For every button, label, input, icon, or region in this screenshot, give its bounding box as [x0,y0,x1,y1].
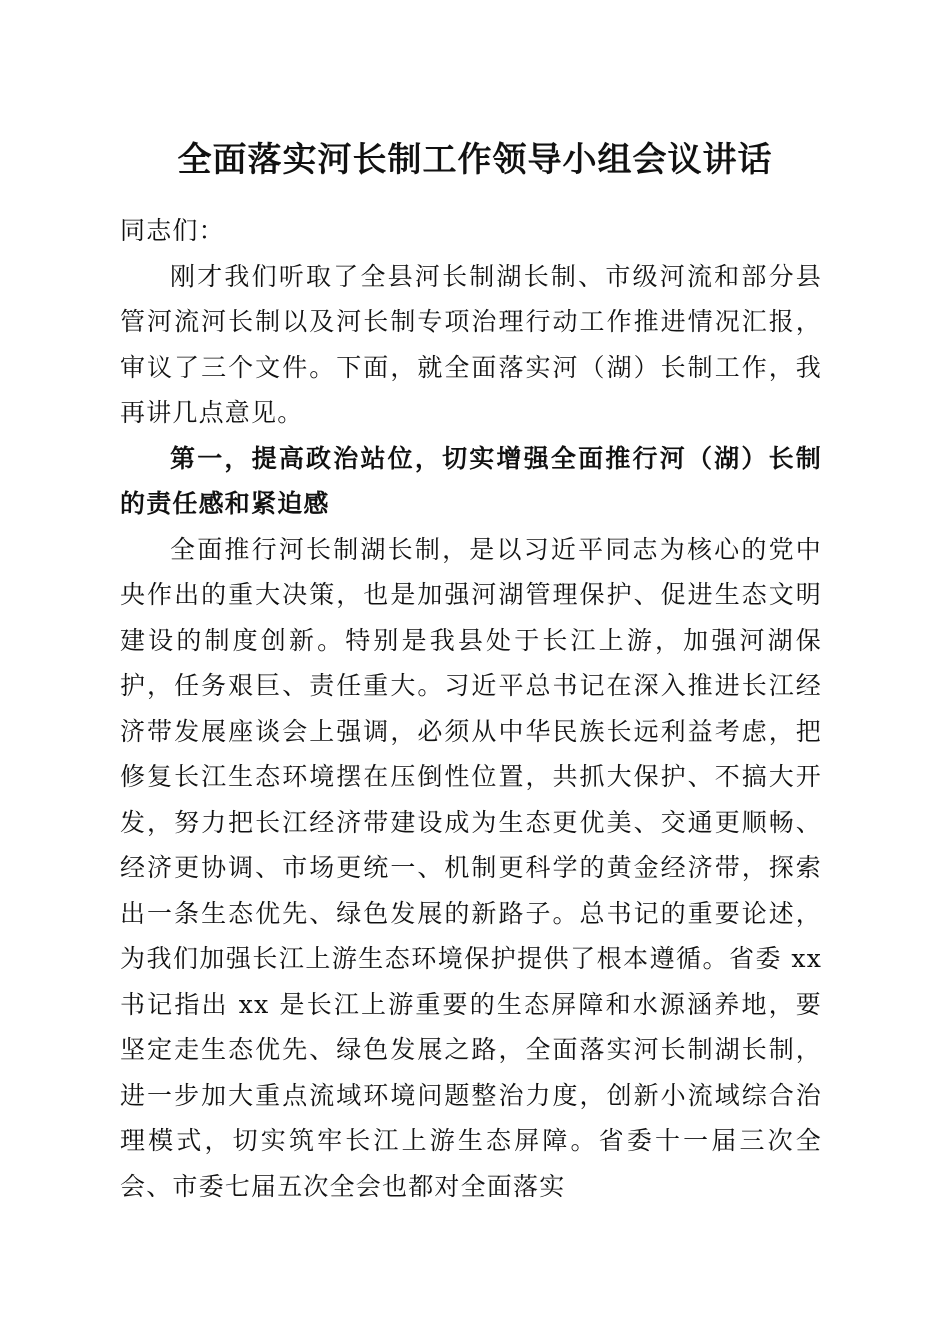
document-title: 全面落实河长制工作领导小组会议讲话 [177,140,773,180]
intro-paragraph: 刚才我们听取了全县河长制湖长制、市级河流和部分县管河流河长制以及河长制专项治理行动工作推进情况汇报，审议了三个文件。下面，就全面落实河（湖）长制工作，我再讲几点意见。 [120,261,822,427]
salutation: 同志们： [120,216,225,245]
body-paragraph: 全面推行河长制湖长制，是以习近平同志为核心的党中央作出的重大决策，也是加强河湖管理保护、促进生态文明建设的制度创新。特别是我县处于长江上游，加强河湖保护，任务艰巨、责任重大。习近平总书记在深入推进长江经济带发展座谈会上强调，必须从中华民族长远利益考虑，把修复长江生态环境摆在压倒性位置，共抓大保护、不搞大开发，努力把长江经济带建设成为生态更优美、交通更顺畅、经济更协调、市场更统一、机制更科学的黄金经济带，探索出一条生态优先、绿色发展的新路子。总书记的重要论述，为我们加强长江上游生态环境保护提供了根本遵循。省委 xx 书记指出 xx 是长江上游重要的生态屏障和水源涵养地，要坚定走生态优先、绿色发展之路，全面落实河长制湖长制，进一步加大重点流域环境问题整治力度，创新小流域综合治理模式，切实筑牢长江上游生态屏障。省委十一届三次全会、市委七届五次全会也都对全面落实 [120,534,822,1201]
document-body [120,208,822,1209]
section-heading-1: 第一，提高政治站位，切实增强全面推行河（湖）长制的责任感和紧迫感 [120,443,822,518]
